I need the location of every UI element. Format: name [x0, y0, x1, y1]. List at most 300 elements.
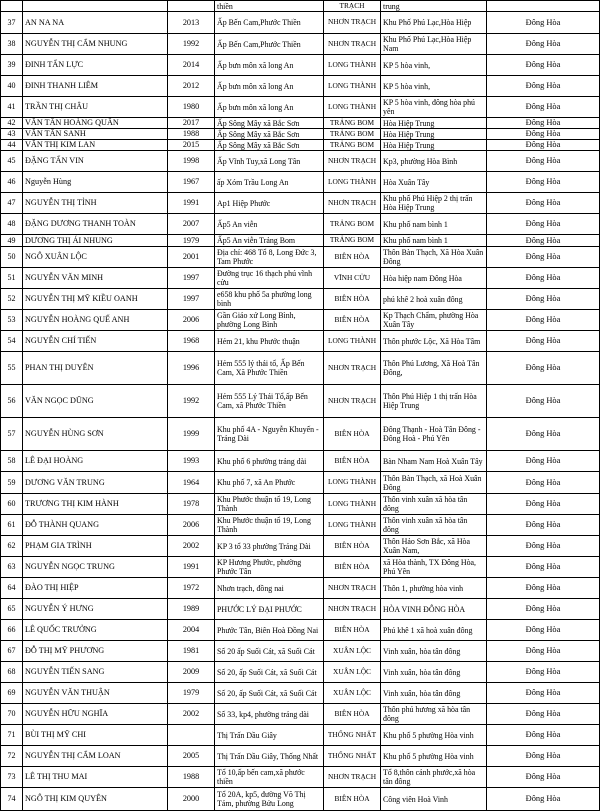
cell-stt: 59 — [1, 472, 23, 494]
cell-name: TRẦN THỊ CHÂU — [23, 97, 168, 118]
table-row — [1, 536, 600, 557]
table-row-fragment — [1, 1, 600, 12]
cell-ward: LONG THÀNH — [324, 97, 381, 118]
cell-current-address: Vinh xuân, hòa tân đông — [381, 683, 487, 704]
cell-current-address: Khu phố 5 phường Hòa vinh — [381, 725, 487, 746]
cell-year: 1998 — [168, 151, 215, 172]
cell-name: NGUYỄN HỮU NGHĨA — [23, 704, 168, 725]
cell-year: 2009 — [168, 662, 215, 683]
cell-address: Khu Phước thuận tổ 19, Long Thành — [215, 515, 324, 536]
cell-address: KP 3 tổ 33 phường Trảng Dài — [215, 536, 324, 557]
cell-year — [168, 1, 215, 12]
cell-name: Nguyễn Hùng — [23, 172, 168, 193]
cell-current-address: Kp Thạch Chẩm, phường Hòa Xuân Tây — [381, 310, 487, 331]
cell-name: NGÔ THỊ KIM QUYÊN — [23, 788, 168, 811]
cell-address: Ấp Bến Cam,Phước Thiền — [215, 34, 324, 55]
cell-year: 2014 — [168, 55, 215, 76]
cell-current-address: Thôn Bàn Thạch, Xã Hòa Xuân Đông — [381, 247, 487, 268]
cell-ward: LONG THÀNH — [324, 76, 381, 97]
cell-stt: 45 — [1, 151, 23, 172]
cell-address: Khu phố 7, xã An Phước — [215, 472, 324, 494]
cell-stt: 46 — [1, 172, 23, 193]
cell-destination: Đông Hòa — [487, 725, 600, 746]
cell-stt: 70 — [1, 704, 23, 725]
table-row — [1, 352, 600, 385]
cell-current-address: Kp3, phường Hòa Bình — [381, 151, 487, 172]
cell-address: Ấp5 An viễn Trảng Bom — [215, 235, 324, 247]
table-row — [1, 494, 600, 515]
table-row — [1, 451, 600, 472]
cell-current-address: Hòa Hiệp Trung — [381, 140, 487, 151]
cell-destination: Đông Hòa — [487, 129, 600, 140]
cell-ward: NHƠN TRẠCH — [324, 352, 381, 385]
cell-address: Ấp Bến Cam,Phước Thiền — [215, 12, 324, 34]
table-row — [1, 331, 600, 352]
cell-current-address: Đông Thạnh - Hoà Tân Đông - Đông Hoà - Phú Yên — [381, 418, 487, 451]
cell-destination: Đông Hòa — [487, 247, 600, 268]
table-row — [1, 193, 600, 214]
cell-address: Số 20 ấp Suối Cát, xã Suối Cát — [215, 641, 324, 662]
cell-year: 1967 — [168, 172, 215, 193]
cell-ward: BIÊN HÒA — [324, 557, 381, 578]
cell-address: Thị Trấn Dầu Giây, Thống Nhất — [215, 746, 324, 767]
cell-current-address: Công viên Hoà Vinh — [381, 788, 487, 811]
cell-year: 1978 — [168, 494, 215, 515]
cell-ward: BIÊN HÒA — [324, 536, 381, 557]
table-row — [1, 418, 600, 451]
table-row — [1, 55, 600, 76]
cell-destination: Đông Hòa — [487, 76, 600, 97]
cell-destination: Đông Hòa — [487, 172, 600, 193]
table-row — [1, 641, 600, 662]
cell-current-address: Phú khê 1 xã hoà xuân đông — [381, 620, 487, 641]
table-row — [1, 12, 600, 34]
cell-stt: 40 — [1, 76, 23, 97]
cell-year: 2013 — [168, 12, 215, 34]
table-row — [1, 620, 600, 641]
cell-ward: TRẢNG BOM — [324, 140, 381, 151]
cell-address: Ấp Sông Mây xã Bắc Sơn — [215, 140, 324, 151]
cell-ward: XUÂN LỘC — [324, 683, 381, 704]
cell-current-address: Khu Phố Phú Lạc,Hòa Hiệp — [381, 12, 487, 34]
cell-year: 1996 — [168, 352, 215, 385]
cell-stt: 43 — [1, 129, 23, 140]
cell-name: VĂN TẤN HOÀNG QUÂN — [23, 118, 168, 129]
cell-name: ĐẶNG TẤN VIN — [23, 151, 168, 172]
cell-name: NGUYỄN THỊ MỸ KIỀU OANH — [23, 289, 168, 310]
cell-ward: BIÊN HÒA — [324, 704, 381, 725]
cell-stt: 58 — [1, 451, 23, 472]
cell-current-address: Hòa hiệp nam Đông Hòa — [381, 268, 487, 289]
table-row — [1, 578, 600, 599]
cell-name: PHẠM GIA TRÌNH — [23, 536, 168, 557]
cell-current-address: Thôn phước Lộc, Xã Hòa Tâm — [381, 331, 487, 352]
cell-year: 2006 — [168, 310, 215, 331]
cell-address: Phước Tân, Biên Hoà Đồng Nai — [215, 620, 324, 641]
cell-destination: Đông Hòa — [487, 641, 600, 662]
cell-name: DƯƠNG THỊ ÁI NHUNG — [23, 235, 168, 247]
cell-ward: LONG THÀNH — [324, 472, 381, 494]
cell-address: Hẻm 21, khu Phước thuận — [215, 331, 324, 352]
cell-name: LÊ THỊ THU MAI — [23, 767, 168, 788]
table-row — [1, 515, 600, 536]
cell-name: NGÔ XUÂN LỘC — [23, 247, 168, 268]
cell-name: BÙI THỊ MỸ CHI — [23, 725, 168, 746]
cell-current-address: Thôn 1, phường hòa vinh — [381, 578, 487, 599]
cell-year: 2005 — [168, 746, 215, 767]
table-row — [1, 97, 600, 118]
cell-stt: 39 — [1, 55, 23, 76]
cell-stt: 73 — [1, 767, 23, 788]
cell-year: 2007 — [168, 214, 215, 235]
cell-name: VĂN THỊ KIM LAN — [23, 140, 168, 151]
cell-destination: Đông Hòa — [487, 536, 600, 557]
cell-address: Ấp bưn môn xã long An — [215, 76, 324, 97]
cell-current-address: Hòa Hiệp Trung — [381, 129, 487, 140]
cell-ward: LONG THÀNH — [324, 55, 381, 76]
cell-destination: Đông Hòa — [487, 599, 600, 620]
cell-destination: Đông Hòa — [487, 418, 600, 451]
cell-destination: Đông Hòa — [487, 451, 600, 472]
cell-stt — [1, 1, 23, 12]
cell-ward: NHƠN TRẠCH — [324, 599, 381, 620]
cell-year: 1979 — [168, 683, 215, 704]
cell-stt: 63 — [1, 557, 23, 578]
cell-address: Số 33, kp4, phường trảng dài — [215, 704, 324, 725]
cell-current-address: Khu phố nam bình 1 — [381, 235, 487, 247]
cell-name — [23, 1, 168, 12]
cell-destination: Đông Hòa — [487, 214, 600, 235]
cell-destination: Đông Hòa — [487, 331, 600, 352]
cell-stt: 62 — [1, 536, 23, 557]
cell-ward: TRẠCH — [324, 1, 381, 12]
cell-name: AN NA NA — [23, 12, 168, 34]
cell-stt: 51 — [1, 268, 23, 289]
cell-ward: NHƠN TRẠCH — [324, 193, 381, 214]
cell-name: ĐÀO THỊ HIỆP — [23, 578, 168, 599]
cell-address: ấp Xóm Trầu Long An — [215, 172, 324, 193]
cell-address: Số 20, ấp Suối Cát, xã Suối Cát — [215, 662, 324, 683]
cell-current-address: Vinh xuân, hòa tân đông — [381, 662, 487, 683]
cell-year: 2015 — [168, 140, 215, 151]
table-row — [1, 214, 600, 235]
cell-destination: Đông Hòa — [487, 12, 600, 34]
cell-current-address: phú khê 2 hoà xuân đông — [381, 289, 487, 310]
table-row — [1, 118, 600, 129]
cell-destination: Đông Hòa — [487, 289, 600, 310]
cell-name: NGUYỄN Ý HƯNG — [23, 599, 168, 620]
cell-current-address: KP 5 hòa vinh, — [381, 76, 487, 97]
cell-stt: 57 — [1, 418, 23, 451]
cell-name: NGUYỄN TIẾN SANG — [23, 662, 168, 683]
cell-current-address: Thôn phú hương xã hòa tân đông — [381, 704, 487, 725]
cell-ward: BIÊN HÒA — [324, 418, 381, 451]
cell-address: Đường trục 16 thạch phú vĩnh cửu — [215, 268, 324, 289]
cell-ward: NHƠN TRẠCH — [324, 12, 381, 34]
table-row — [1, 599, 600, 620]
cell-name: NGUYỄN HOÀNG QUẾ ANH — [23, 310, 168, 331]
table-body — [1, 1, 600, 811]
cell-year: 1999 — [168, 418, 215, 451]
cell-year: 2000 — [168, 788, 215, 811]
cell-stt: 54 — [1, 331, 23, 352]
cell-destination: Đông Hòa — [487, 662, 600, 683]
cell-ward: XUÂN LỘC — [324, 662, 381, 683]
cell-name: NGUYỄN THỊ CẨM NHUNG — [23, 34, 168, 55]
cell-address: Khu phố 6 phường trảng dài — [215, 451, 324, 472]
cell-current-address: KP 5 hòa vinh, — [381, 55, 487, 76]
cell-destination: Đông Hòa — [487, 557, 600, 578]
cell-ward: VĨNH CỬU — [324, 268, 381, 289]
cell-current-address: Hòa Xuân Tây — [381, 172, 487, 193]
cell-stt: 64 — [1, 578, 23, 599]
cell-stt: 37 — [1, 12, 23, 34]
cell-current-address: Thôn Phú Lương, Xã Hoà Tân Đông, — [381, 352, 487, 385]
cell-current-address: Khu phố 5 phường Hòa vinh — [381, 746, 487, 767]
cell-name: LÊ ĐẠI HOÀNG — [23, 451, 168, 472]
table-row — [1, 172, 600, 193]
cell-ward: LONG THÀNH — [324, 515, 381, 536]
cell-stt: 48 — [1, 214, 23, 235]
table-row — [1, 151, 600, 172]
cell-destination: Đông Hòa — [487, 385, 600, 418]
cell-ward: TRẢNG BOM — [324, 129, 381, 140]
cell-current-address: Tổ 8,thôn cảnh phước,xã hòa tân đông — [381, 767, 487, 788]
cell-name: DƯƠNG VĂN TRUNG — [23, 472, 168, 494]
table-row — [1, 34, 600, 55]
cell-stt: 74 — [1, 788, 23, 811]
cell-ward: LONG THÀNH — [324, 172, 381, 193]
cell-stt: 53 — [1, 310, 23, 331]
cell-name: NGUYỄN VĂN THUẬN — [23, 683, 168, 704]
cell-address: Tổ 10,ấp bến cam,xã phước thiền — [215, 767, 324, 788]
cell-name: VĂN NGỌC DŨNG — [23, 385, 168, 418]
cell-destination: Đông Hòa — [487, 352, 600, 385]
cell-address: Thị Trấn Dầu Giây — [215, 725, 324, 746]
cell-destination: Đông Hòa — [487, 620, 600, 641]
cell-stt: 44 — [1, 140, 23, 151]
cell-year: 1988 — [168, 767, 215, 788]
cell-stt: 38 — [1, 34, 23, 55]
cell-current-address: Thôn Bàn Thạch, xã Hoà Xuân Đông — [381, 472, 487, 494]
cell-stt: 67 — [1, 641, 23, 662]
cell-destination: Đông Hòa — [487, 704, 600, 725]
table-row — [1, 76, 600, 97]
cell-year: 1992 — [168, 385, 215, 418]
cell-name: NGUYỄN THỊ TỈNH — [23, 193, 168, 214]
cell-name: ĐINH THANH LIÊM — [23, 76, 168, 97]
cell-year: 1964 — [168, 472, 215, 494]
cell-address: Số 20, ấp Suối Cát, xã Suối Cát — [215, 683, 324, 704]
cell-destination: Đông Hòa — [487, 578, 600, 599]
cell-address: Khu phố 4A - Nguyễn Khuyến - Trảng Dài — [215, 418, 324, 451]
cell-current-address: HÒA VINH ĐÔNG HÒA — [381, 599, 487, 620]
cell-stt: 71 — [1, 725, 23, 746]
cell-address: e658 khu phố 5a phường long bình — [215, 289, 324, 310]
table-row — [1, 725, 600, 746]
cell-stt: 41 — [1, 97, 23, 118]
cell-current-address: Khu phố Phú Hiệp 2 thị trấn Hòa Hiệp Trung — [381, 193, 487, 214]
table-row — [1, 289, 600, 310]
cell-stt: 50 — [1, 247, 23, 268]
table-row — [1, 767, 600, 788]
cell-address: thiền — [215, 1, 324, 12]
cell-name: NGUYỄN NGỌC TRUNG — [23, 557, 168, 578]
cell-ward: THỐNG NHẤT — [324, 725, 381, 746]
cell-stt: 61 — [1, 515, 23, 536]
cell-address: Ap1 Hiệp Phước — [215, 193, 324, 214]
cell-year: 1980 — [168, 97, 215, 118]
table-row — [1, 385, 600, 418]
cell-year: 1997 — [168, 289, 215, 310]
cell-stt: 72 — [1, 746, 23, 767]
cell-year: 1993 — [168, 451, 215, 472]
cell-stt: 52 — [1, 289, 23, 310]
cell-year: 1997 — [168, 268, 215, 289]
cell-stt: 47 — [1, 193, 23, 214]
table-row — [1, 662, 600, 683]
cell-name: NGUYỄN HÙNG SƠN — [23, 418, 168, 451]
cell-destination: Đông Hòa — [487, 767, 600, 788]
cell-year: 1991 — [168, 557, 215, 578]
cell-destination: Đông Hòa — [487, 140, 600, 151]
cell-destination: Đông Hòa — [487, 746, 600, 767]
cell-destination: Đông Hòa — [487, 515, 600, 536]
cell-name: ĐỖ THÀNH QUANG — [23, 515, 168, 536]
cell-year: 1968 — [168, 331, 215, 352]
cell-current-address: KP 5 hòa vinh, đông hòa phú yên — [381, 97, 487, 118]
cell-ward: NHƠN TRẠCH — [324, 767, 381, 788]
cell-stt: 49 — [1, 235, 23, 247]
cell-current-address: xã Hòa thành, TX Đông Hòa, Phú Yên — [381, 557, 487, 578]
cell-destination: Đông Hòa — [487, 151, 600, 172]
table-row — [1, 235, 600, 247]
cell-ward: BIÊN HÒA — [324, 620, 381, 641]
cell-ward: NHƠN TRẠCH — [324, 34, 381, 55]
cell-ward: BIÊN HÒA — [324, 289, 381, 310]
cell-name: TRƯƠNG THỊ KIM HÀNH — [23, 494, 168, 515]
cell-ward: NHƠN TRẠCH — [324, 385, 381, 418]
cell-ward: BIÊN HÒA — [324, 788, 381, 811]
cell-address: Địa chỉ: 468 Tổ 8, Long Đức 3, Tam Phước — [215, 247, 324, 268]
cell-ward: TRẢNG BOM — [324, 118, 381, 129]
cell-ward: TRẢNG BOM — [324, 235, 381, 247]
cell-ward: TRẢNG BOM — [324, 214, 381, 235]
cell-current-address: Thôn vinh xuân xã hòa tân đông — [381, 515, 487, 536]
cell-address: Ấp Sông Mây xã Bắc Sơn — [215, 118, 324, 129]
cell-address: Ấp bưn môn xã long An — [215, 55, 324, 76]
cell-address: Ấp Vĩnh Tuy,xã Long Tân — [215, 151, 324, 172]
cell-year: 2002 — [168, 704, 215, 725]
cell-address: Gần Giáo xứ Long Bình, phường Long Bình — [215, 310, 324, 331]
cell-destination: Đông Hòa — [487, 494, 600, 515]
cell-destination: Đông Hòa — [487, 683, 600, 704]
cell-address: Ấp5 An viễn — [215, 214, 324, 235]
cell-name: ĐỖ THỊ MỸ PHƯƠNG — [23, 641, 168, 662]
table-row — [1, 557, 600, 578]
cell-destination: Đông Hòa — [487, 193, 600, 214]
cell-year: 2017 — [168, 118, 215, 129]
cell-stt: 68 — [1, 662, 23, 683]
cell-destination: Đông Hòa — [487, 268, 600, 289]
cell-stt: 69 — [1, 683, 23, 704]
cell-address: Ấp bưn môn xã long An — [215, 97, 324, 118]
cell-ward: BIÊN HÒA — [324, 247, 381, 268]
cell-ward: LONG THÀNH — [324, 494, 381, 515]
cell-current-address: Vinh xuân, hòa tân đông — [381, 641, 487, 662]
table-row — [1, 788, 600, 811]
table-row — [1, 472, 600, 494]
cell-year: 2004 — [168, 620, 215, 641]
cell-stt: 42 — [1, 118, 23, 129]
cell-name: LÊ QUỐC TRƯỞNG — [23, 620, 168, 641]
cell-destination: Đông Hòa — [487, 34, 600, 55]
cell-current-address: Thôn Phú Hiệp 1 thị trấn Hòa Hiệp Trung — [381, 385, 487, 418]
cell-address: Khu Phước thuận tổ 19, Long Thành — [215, 494, 324, 515]
table-row — [1, 746, 600, 767]
cell-ward: THỐNG NHẤT — [324, 746, 381, 767]
cell-ward: BIÊN HÒA — [324, 451, 381, 472]
cell-address: Ấp Sông Mây xã Bắc Sơn — [215, 129, 324, 140]
cell-destination: Đông Hòa — [487, 472, 600, 494]
cell-name: ĐẶNG DƯƠNG THANH TOÀN — [23, 214, 168, 235]
table-row — [1, 310, 600, 331]
cell-stt: 56 — [1, 385, 23, 418]
cell-destination: Đông Hòa — [487, 118, 600, 129]
cell-year: 1979 — [168, 235, 215, 247]
cell-stt: 60 — [1, 494, 23, 515]
cell-destination — [487, 1, 600, 12]
cell-name: NGUYỄN VĂN MINH — [23, 268, 168, 289]
cell-address: Hẻm 555 Lý Thái Tổ,ấp Bến Cam, xã Phước Thiền — [215, 385, 324, 418]
cell-current-address: Thôn Hảo Sơn Bắc, xã Hòa Xuân Nam, — [381, 536, 487, 557]
cell-stt: 66 — [1, 620, 23, 641]
cell-ward: NHƠN TRẠCH — [324, 151, 381, 172]
cell-year: 1988 — [168, 129, 215, 140]
cell-destination: Đông Hòa — [487, 235, 600, 247]
cell-year: 2006 — [168, 515, 215, 536]
cell-ward: XUÂN LỘC — [324, 641, 381, 662]
cell-destination: Đông Hòa — [487, 55, 600, 76]
cell-current-address: Hòa Hiệp Trung — [381, 118, 487, 129]
cell-address: KP Hương Phước, phường Phước Tân — [215, 557, 324, 578]
cell-year: 2001 — [168, 247, 215, 268]
cell-year: 1991 — [168, 193, 215, 214]
table-row — [1, 683, 600, 704]
cell-ward: BIÊN HÒA — [324, 310, 381, 331]
cell-year: 2012 — [168, 76, 215, 97]
table-row — [1, 247, 600, 268]
cell-year: 1992 — [168, 34, 215, 55]
cell-stt: 55 — [1, 352, 23, 385]
cell-address: Tổ 20A, kp5, đường Võ Thị Tám, phường Bửu Long — [215, 788, 324, 811]
cell-year: 1981 — [168, 641, 215, 662]
cell-name: NGUYỄN CHÍ TIẾN — [23, 331, 168, 352]
table-row — [1, 704, 600, 725]
cell-current-address: trung — [381, 1, 487, 12]
cell-address: PHƯỚC LÝ ĐẠI PHƯỚC — [215, 599, 324, 620]
cell-year: 1972 — [168, 578, 215, 599]
cell-destination: Đông Hòa — [487, 788, 600, 811]
table-row — [1, 129, 600, 140]
cell-current-address: Bàn Nham Nam Hoà Xuân Tây — [381, 451, 487, 472]
cell-name: PHAN THỊ DUYÊN — [23, 352, 168, 385]
cell-ward: LONG THÀNH — [324, 331, 381, 352]
cell-name: VĂN TẤN SANH — [23, 129, 168, 140]
cell-current-address: Khu Phố Phú Lạc,Hòa Hiệp Nam — [381, 34, 487, 55]
cell-name: ĐINH TẤN LỰC — [23, 55, 168, 76]
cell-destination: Đông Hòa — [487, 97, 600, 118]
